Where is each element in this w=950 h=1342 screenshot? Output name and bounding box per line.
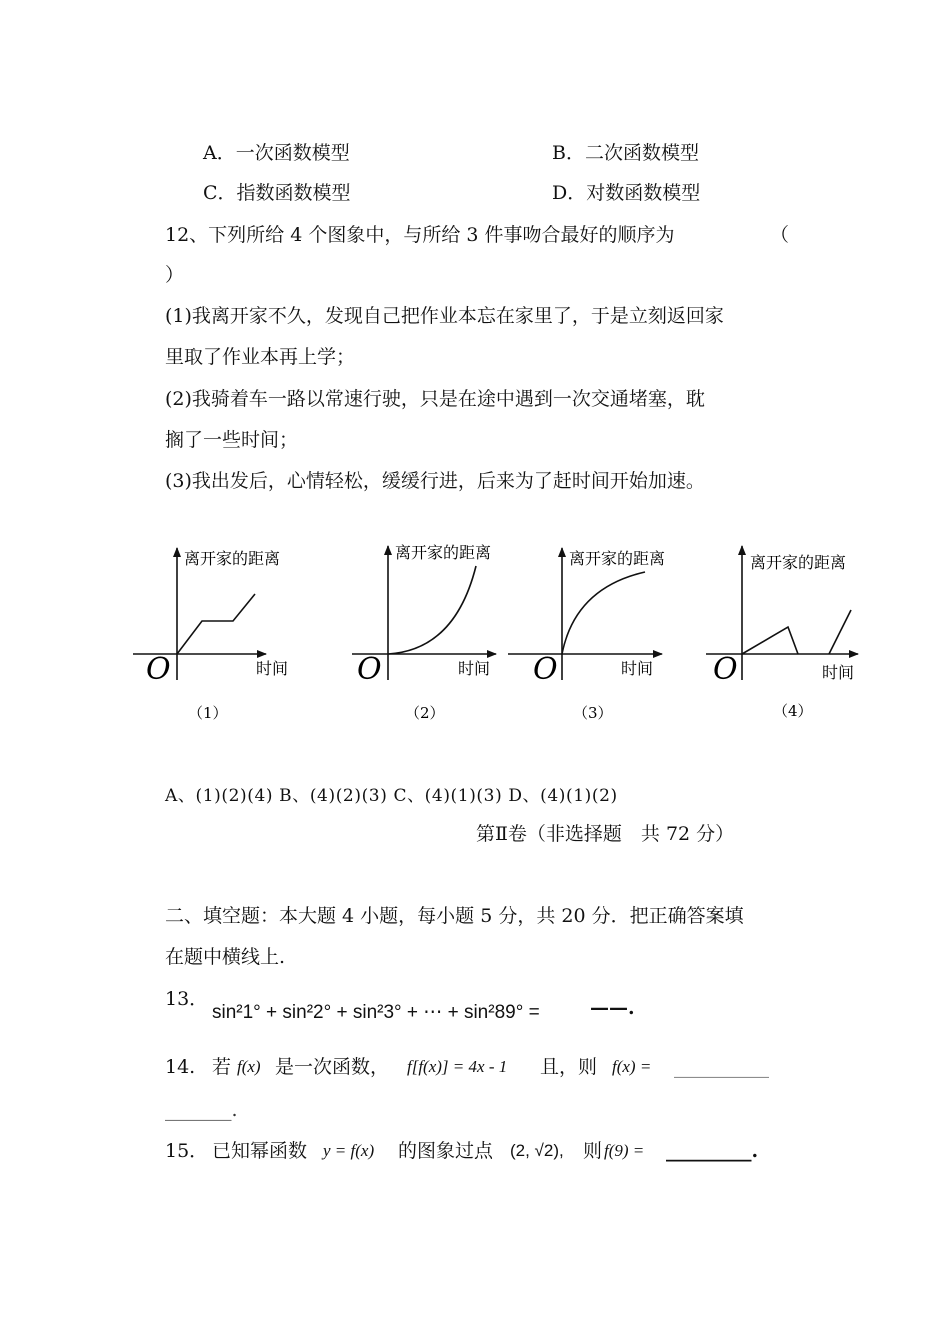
graph-4-caption: （4） <box>773 702 813 720</box>
graph-2-curve <box>388 566 476 654</box>
q15-function: y = f(x) <box>323 1141 375 1160</box>
graph-3-ylabel: 离开家的距离 <box>569 549 666 568</box>
graph-3-xlabel: 时间 <box>621 659 654 678</box>
graph-3-curve <box>562 572 645 654</box>
graph-3-origin: O <box>533 652 558 687</box>
q11-option-b: B．二次函数模型 <box>552 142 699 164</box>
q15-ask: f(9) = <box>604 1141 645 1160</box>
q14-text-after: 且，则 <box>540 1056 598 1078</box>
q14-answer-blank-2: _______. <box>165 1099 238 1121</box>
q14-fx: f(x) <box>237 1057 261 1076</box>
q14-answer-blank-1: __________ <box>674 1056 769 1078</box>
q15-number: 15． <box>165 1140 209 1162</box>
graph-4-curve <box>742 627 798 654</box>
q12-choices: A、(1)(2)(4) B、(4)(2)(3) C、(4)(1)(3) D、(4)(1)(2) <box>165 786 618 806</box>
q14-ask: f(x) = <box>612 1057 652 1076</box>
q12-event2-line1: (2)我骑着车一路以常速行驶，只是在途中遇到一次交通堵塞，耽 <box>165 388 705 410</box>
q11-option-d: D．对数函数模型 <box>552 182 701 204</box>
graph-4-xlabel: 时间 <box>822 663 855 682</box>
q15-text-before: 已知幂函数 <box>212 1140 308 1162</box>
q11-option-a: A．一次函数模型 <box>203 142 350 164</box>
graph-2-xlabel: 时间 <box>458 659 491 678</box>
graph-3-caption: （3） <box>573 704 613 722</box>
q12-event1-line2: 里取了作业本再上学； <box>165 346 356 368</box>
q15-text-mid: 的图象过点 <box>398 1140 494 1162</box>
graph-4 <box>706 546 858 720</box>
graph-1-curve <box>177 594 255 654</box>
graph-2 <box>352 543 496 722</box>
q14-text-before: 若 <box>212 1056 232 1078</box>
graph-4-ylabel: 离开家的距离 <box>750 553 847 572</box>
q15-answer-blank: _________. <box>666 1140 759 1162</box>
q12-event3: (3)我出发后，心情轻松，缓缓行进，后来为了赶时间开始加速。 <box>165 470 705 492</box>
graph-1 <box>133 548 288 722</box>
q12-event2-line2: 搁了一些时间； <box>165 429 299 451</box>
section2-title: 第Ⅱ卷（非选择题 共 72 分） <box>476 823 735 845</box>
graph-1-ylabel: 离开家的距离 <box>184 549 281 568</box>
graph-1-xlabel: 时间 <box>256 659 289 678</box>
graph-2-origin: O <box>357 652 382 687</box>
q12-paren-close: ） <box>165 264 185 286</box>
section2-heading-line1: 二、填空题：本大题 4 小题，每小题 5 分，共 20 分．把正确答案填 <box>165 905 744 927</box>
q14-number: 14. <box>165 1056 196 1078</box>
graph-1-caption: （1） <box>188 704 228 722</box>
q12-graphs <box>0 530 950 730</box>
q13-number: 13． <box>165 988 209 1010</box>
q11-option-c: C．指数函数模型 <box>203 182 351 204</box>
q13-expression: sin²1° + sin²2° + sin²3° + ⋯ + sin²89° = <box>212 1002 540 1023</box>
q12-paren-open: （ <box>770 224 790 246</box>
q14-condition: f[f(x)] = 4x - 1 <box>407 1057 508 1076</box>
q15-point: (2, √2), <box>510 1141 564 1160</box>
graph-4-curve-2 <box>829 610 851 654</box>
q14-text-mid: 是一次函数， <box>275 1056 390 1078</box>
graph-4-origin: O <box>713 652 738 687</box>
graph-3 <box>508 548 665 722</box>
q12-stem: 12、下列所给 4 个图象中，与所给 3 件事吻合最好的顺序为 <box>165 224 675 246</box>
q12-event1-line1: (1)我离开家不久，发现自己把作业本忘在家里了，于是立刻返回家 <box>165 305 724 327</box>
section2-heading-line2: 在题中横线上. <box>165 946 286 968</box>
graph-2-caption: （2） <box>405 704 445 722</box>
graph-1-origin: O <box>146 652 171 687</box>
q15-text-then: 则 <box>583 1140 603 1162</box>
q13-answer-blank: ——. <box>590 997 635 1019</box>
graph-2-ylabel: 离开家的距离 <box>395 543 492 562</box>
